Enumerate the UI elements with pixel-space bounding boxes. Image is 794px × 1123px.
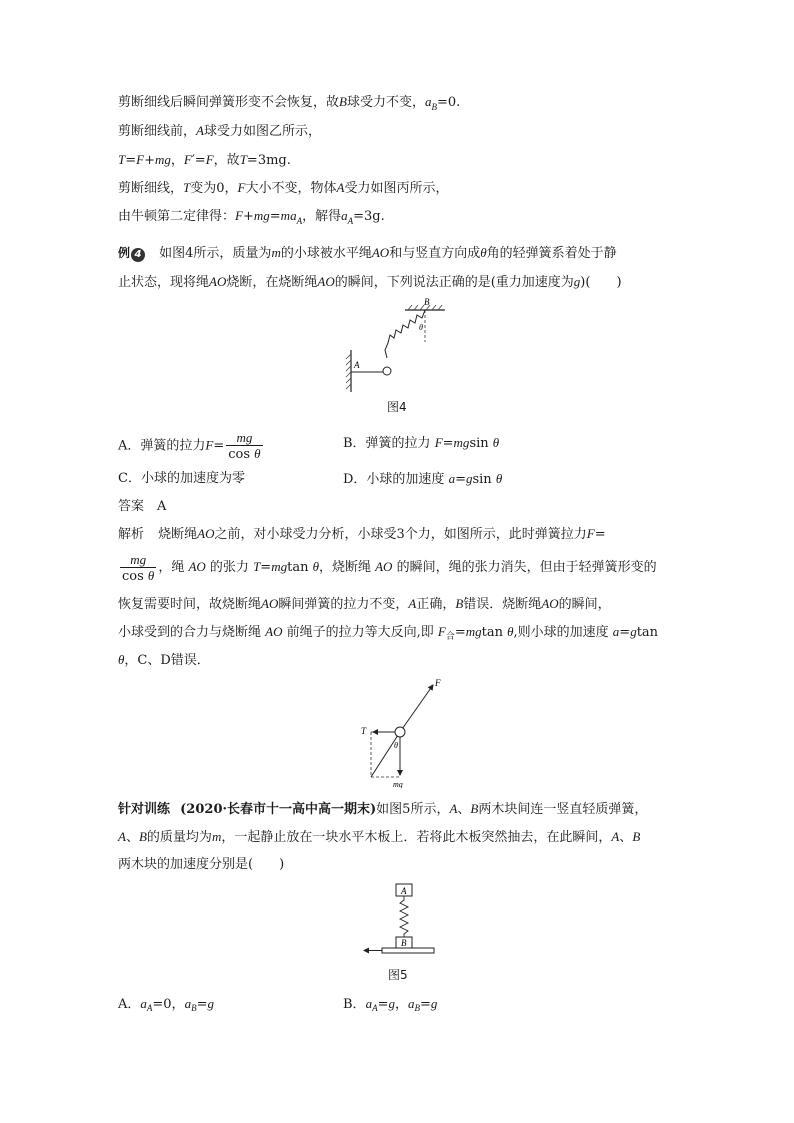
analysis-line-3: 恢复需要时间，故烧断绳AO瞬间弹簧的拉力不变，A正确，B错误．烧断绳AO的瞬间， xyxy=(118,596,611,612)
analysis-line-4: 小球受到的合力与烧断绳 AO 前绳子的拉力等大反向,即 $F_合=mgtan$ θ,则小球的加速度 a=gtan xyxy=(118,624,659,642)
analysis-line-5: θ，C、D错误． xyxy=(118,652,210,668)
answer: 答案 A xyxy=(118,499,167,514)
drill-line-1 xyxy=(118,799,647,820)
example-text-1: 如图4所示，质量为m的小球被水平绳AO和与竖直方向成θ角的轻弹簧系着处于静 xyxy=(159,245,617,261)
option-c: C．小球的加速度为零 xyxy=(118,471,245,486)
drill-text-1: 如图5所示，A、B两木块间连一竖直轻质弹簧， xyxy=(376,801,648,817)
force-label-mg: mg xyxy=(393,780,403,788)
option-d: D．小球的加速度 a=gsin θ xyxy=(343,471,503,487)
example-number-badge: 4 xyxy=(131,248,145,262)
force-label-theta: θ xyxy=(394,741,398,750)
example-line-2: 止状态，现将绳AO烧断，在烧断绳AO的瞬间，下列说法正确的是(重力加速度为g)( ) xyxy=(118,274,622,290)
fig5-label-b: B xyxy=(401,938,407,948)
drill-source: (2020·长春市十一高中高一期末) xyxy=(180,802,377,817)
pre-line-1: 剪断细线后瞬间弹簧形变不会恢复，故B球受力不变，$a_B=0$. xyxy=(118,94,461,112)
option-a: A．弹簧的拉力F= $\frac{mg}{\text{cos θ}}$ xyxy=(118,430,261,462)
fig4-label-a: A xyxy=(354,360,360,370)
analysis-label: 解析 xyxy=(118,527,145,542)
drill-line-2: A、B的质量均为m，一起静止放在一块水平木板上．若将此木板突然抽去，在此瞬间，A、B xyxy=(118,829,641,845)
drill-line-3: 两木块的加速度分别是( ) xyxy=(118,857,285,872)
force-diagram xyxy=(355,676,455,788)
figure-5 xyxy=(360,880,440,956)
option-b: B．弹簧的拉力 F=mgsin θ xyxy=(343,435,500,451)
figure-4-caption: 图4 xyxy=(387,400,407,414)
drill-option-a: A．$a_A=0$，$a_B=g$ xyxy=(118,996,214,1013)
drill-label: 针对训练 xyxy=(118,802,171,817)
analysis-line-1 xyxy=(118,524,606,545)
analysis-line-2: $\frac{mg}{\text{cos θ}}$ ，绳 AO 的张力 T=mgtan θ，烧断绳 AO 的瞬间，绳的张力消失，但由于轻弹簧形变的 xyxy=(122,551,657,584)
pre-line-5: 由牛顿第二定律得：$F+mg=ma_A$，解得$a_A=3g$. xyxy=(118,208,385,226)
pre-line-4: 剪断细线，T变为0，F大小不变，物体A受力如图丙所示， xyxy=(118,180,449,196)
figure-4 xyxy=(345,298,455,394)
figure-5-caption: 图5 xyxy=(388,968,408,982)
pre-line-3: T=F+mg，F′=F，故T=3mg. xyxy=(118,152,291,168)
fig5-label-a: A xyxy=(401,886,407,896)
pre-line-2: 剪断细线前，A球受力如图乙所示， xyxy=(118,123,321,139)
analysis-text-1: 烧断绳AO之前，对小球受力分析，小球受3个力，如图所示，此时弹簧拉力F= xyxy=(158,526,606,542)
example-line-1 xyxy=(118,243,617,264)
fig4-label-b: B xyxy=(424,298,430,307)
force-label-f: F xyxy=(435,678,441,688)
drill-option-b: B．$a_A=g$，$a_B=g$ xyxy=(343,996,438,1013)
force-label-t: T xyxy=(361,726,367,736)
example-label: 例 xyxy=(118,246,131,260)
fig4-label-theta: θ xyxy=(419,323,423,332)
